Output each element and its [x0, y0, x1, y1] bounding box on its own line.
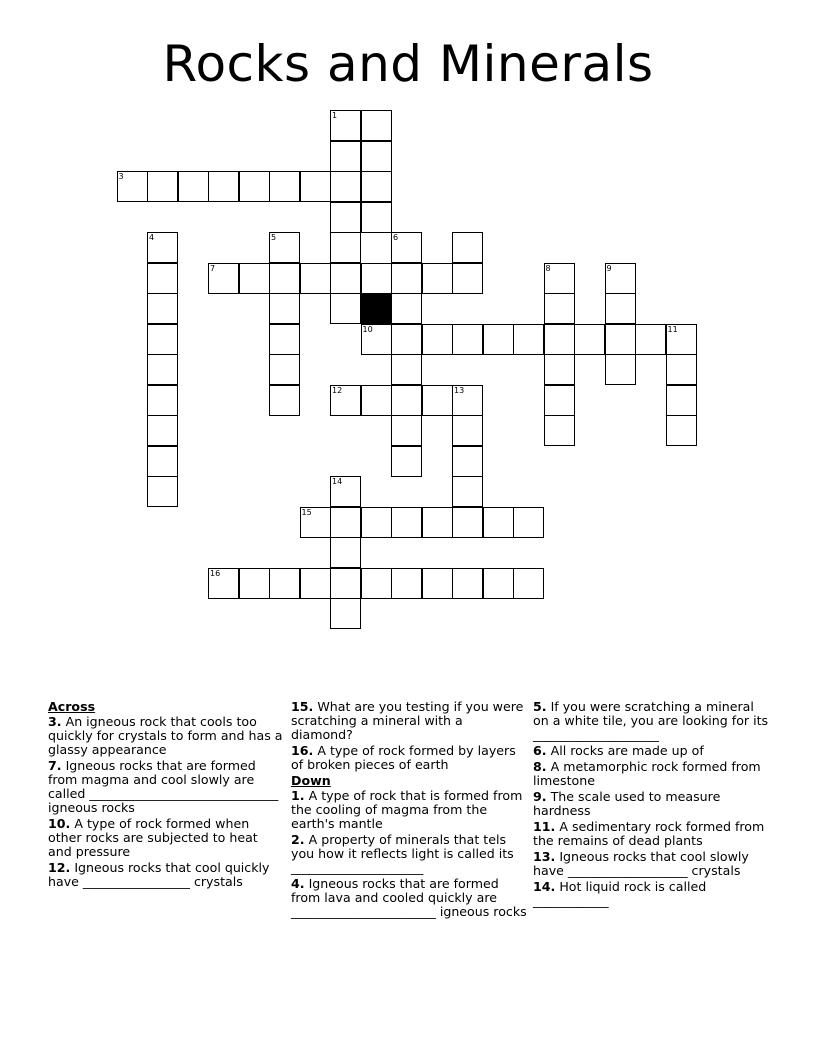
- clue-text: An igneous rock that cools too quickly for crystals to form and has a glassy appearance: [48, 714, 283, 757]
- cell-number: 11: [667, 324, 678, 334]
- down-heading: Down: [291, 773, 331, 788]
- grid-cell[interactable]: [178, 171, 209, 202]
- grid-cell[interactable]: [605, 293, 636, 324]
- clue-down-8: [533, 760, 769, 788]
- grid-cell[interactable]: [452, 385, 483, 416]
- grid-cell[interactable]: [330, 171, 361, 202]
- grid-cell[interactable]: [361, 141, 392, 172]
- clue-down-4: [291, 877, 527, 919]
- grid-cell[interactable]: [605, 263, 636, 294]
- cell-number: 16: [210, 568, 221, 578]
- grid-cell[interactable]: [391, 324, 422, 355]
- grid-cell[interactable]: [666, 324, 697, 355]
- grid-cell[interactable]: [330, 263, 361, 294]
- grid-cell[interactable]: [330, 385, 361, 416]
- grid-cell[interactable]: [422, 263, 453, 294]
- cell-number: 12: [332, 385, 343, 395]
- clue-across-16: [291, 744, 527, 772]
- clue-down-9: [533, 790, 769, 818]
- grid-cell[interactable]: [391, 415, 422, 446]
- grid-cell[interactable]: [117, 171, 148, 202]
- grid-cell[interactable]: [330, 202, 361, 233]
- grid-cell[interactable]: [361, 385, 392, 416]
- grid-cell[interactable]: [574, 324, 605, 355]
- clue-text: Igneous rocks that cool slowly have ___________________ crystals: [533, 849, 749, 878]
- grid-cell[interactable]: [422, 324, 453, 355]
- clue-number: 4.: [291, 876, 305, 891]
- grid-cell[interactable]: [147, 324, 178, 355]
- grid-cell[interactable]: [544, 415, 575, 446]
- grid-cell[interactable]: [422, 385, 453, 416]
- clue-number: 8.: [533, 759, 547, 774]
- clue-number: 5.: [533, 699, 547, 714]
- cell-number: 6: [393, 233, 399, 242]
- clue-down-14: [533, 880, 769, 908]
- grid-cell[interactable]: [330, 293, 361, 324]
- clue-text: A type of rock that is formed from the cooling of magma from the earth's mantle: [291, 788, 523, 831]
- grid-cell[interactable]: [452, 263, 483, 294]
- clue-down-13: [533, 850, 769, 878]
- cell-number: 14: [332, 477, 343, 486]
- grid-cell[interactable]: [330, 598, 361, 629]
- clue-number: 7.: [48, 758, 62, 773]
- cell-number: 10: [362, 324, 373, 334]
- grid-cell[interactable]: [361, 202, 392, 233]
- clues-column-2: [291, 700, 527, 921]
- cell-number: 13: [454, 385, 465, 395]
- clue-number: 13.: [533, 849, 556, 864]
- grid-cell[interactable]: [239, 263, 270, 294]
- clue-text: Hot liquid rock is called ____________: [533, 879, 707, 908]
- grid-cell[interactable]: [361, 110, 392, 141]
- grid-cell[interactable]: [391, 232, 422, 263]
- clue-number: 11.: [533, 819, 556, 834]
- grid-cell[interactable]: [330, 110, 361, 141]
- clue-number: 9.: [533, 789, 547, 804]
- grid-cell[interactable]: [300, 263, 331, 294]
- grid-cell[interactable]: [330, 476, 361, 507]
- grid-cell[interactable]: [208, 568, 239, 599]
- grid-cell[interactable]: [452, 415, 483, 446]
- grid-cell[interactable]: [635, 324, 666, 355]
- grid-cell[interactable]: [452, 232, 483, 263]
- grid-cell[interactable]: [330, 537, 361, 568]
- grid-cell[interactable]: [483, 507, 514, 538]
- grid-cell[interactable]: [666, 415, 697, 446]
- grid-cell[interactable]: [544, 293, 575, 324]
- grid-cell[interactable]: [269, 293, 300, 324]
- grid-cell[interactable]: [422, 568, 453, 599]
- grid-cell[interactable]: [483, 324, 514, 355]
- grid-cell[interactable]: [330, 568, 361, 599]
- clue-number: 16.: [291, 743, 314, 758]
- grid-cell[interactable]: [605, 354, 636, 385]
- grid-cell[interactable]: [513, 324, 544, 355]
- clue-text: All rocks are made up of: [550, 743, 704, 758]
- clues-column-3: [533, 700, 769, 910]
- grid-cell[interactable]: [239, 568, 270, 599]
- grid-cell[interactable]: [147, 293, 178, 324]
- grid-cell[interactable]: [391, 263, 422, 294]
- grid-cell[interactable]: [361, 171, 392, 202]
- grid-cell[interactable]: [452, 324, 483, 355]
- grid-cell[interactable]: [269, 324, 300, 355]
- clue-down-11: [533, 820, 769, 848]
- grid-cell[interactable]: [147, 446, 178, 477]
- clue-number: 6.: [533, 743, 547, 758]
- clue-across-15: [291, 700, 527, 742]
- grid-cell[interactable]: [147, 415, 178, 446]
- clue-number: 3.: [48, 714, 62, 729]
- clue-text: A metamorphic rock formed from limestone: [533, 759, 761, 788]
- cell-number: 3: [118, 172, 124, 181]
- clue-text: Igneous rocks that are formed from magma and cool slowly are called ______________________________ igneous rocks: [48, 758, 279, 815]
- grid-cell[interactable]: [391, 507, 422, 538]
- grid-cell[interactable]: [452, 568, 483, 599]
- cell-number: 4: [149, 233, 155, 242]
- grid-cell[interactable]: [513, 568, 544, 599]
- grid-cell[interactable]: [452, 507, 483, 538]
- clue-down-2: [291, 833, 527, 875]
- grid-cell[interactable]: [452, 446, 483, 477]
- grid-cell[interactable]: [330, 141, 361, 172]
- grid-cell[interactable]: [544, 385, 575, 416]
- grid-cell[interactable]: [361, 324, 392, 355]
- grid-cell[interactable]: [147, 354, 178, 385]
- grid-cell[interactable]: [239, 171, 270, 202]
- grid-cell[interactable]: [269, 385, 300, 416]
- clue-across-7: [48, 759, 284, 815]
- grid-cell[interactable]: [391, 293, 422, 324]
- clue-number: 15.: [291, 699, 314, 714]
- grid-cell[interactable]: [361, 263, 392, 294]
- grid-cell[interactable]: [147, 385, 178, 416]
- clue-number: 14.: [533, 879, 556, 894]
- grid-cell[interactable]: [452, 476, 483, 507]
- clue-text: If you were scratching a mineral on a white tile, you are looking for its ____________________: [533, 699, 769, 742]
- grid-cell[interactable]: [300, 171, 331, 202]
- clue-text: Igneous rocks that are formed from lava and cooled quickly are _______________________ igneous rocks: [291, 876, 527, 919]
- grid-cell[interactable]: [330, 507, 361, 538]
- clue-across-10: [48, 817, 284, 859]
- cell-number: 9: [606, 263, 612, 273]
- grid-cell[interactable]: [544, 263, 575, 294]
- grid-cell[interactable]: [361, 507, 392, 538]
- grid-cell[interactable]: [208, 263, 239, 294]
- clue-number: 1.: [291, 788, 305, 803]
- grid-cell[interactable]: [391, 385, 422, 416]
- clue-text: A sedimentary rock formed from the remains of dead plants: [533, 819, 765, 848]
- grid-cell[interactable]: [513, 507, 544, 538]
- grid-cell[interactable]: [147, 171, 178, 202]
- grid-cell[interactable]: [391, 568, 422, 599]
- grid-cell[interactable]: [666, 354, 697, 385]
- clue-text: What are you testing if you were scratching a mineral with a diamond?: [291, 699, 524, 742]
- cell-number: 15: [301, 507, 312, 517]
- clue-text: A type of rock formed by layers of broken pieces of earth: [291, 743, 516, 772]
- clues-column-1: [48, 700, 284, 891]
- grid-cell[interactable]: [147, 232, 178, 263]
- clue-number: 10.: [48, 816, 71, 831]
- clue-text: Igneous rocks that cool quickly have _________________ crystals: [48, 860, 270, 889]
- grid-cell[interactable]: [269, 171, 300, 202]
- grid-cell[interactable]: [269, 263, 300, 294]
- cell-number: 1: [332, 111, 338, 120]
- cell-number: 8: [545, 263, 551, 273]
- clue-across-12: [48, 861, 284, 889]
- clue-text: A property of minerals that tels you how it reflects light is called its _____________________: [291, 832, 514, 875]
- grid-cell[interactable]: [269, 568, 300, 599]
- across-heading: Across: [48, 699, 96, 714]
- grid-cell[interactable]: [269, 354, 300, 385]
- clue-number: 2.: [291, 832, 305, 847]
- grid-cell[interactable]: [269, 232, 300, 263]
- grid-cell[interactable]: [147, 263, 178, 294]
- cell-number: 5: [271, 233, 277, 242]
- clue-down-6: [533, 744, 769, 758]
- grid-cell[interactable]: [666, 385, 697, 416]
- grid-cell[interactable]: [330, 232, 361, 263]
- grid-cell[interactable]: [391, 446, 422, 477]
- cell-number: 7: [210, 263, 216, 273]
- clue-text: A type of rock formed when other rocks are subjected to heat and pressure: [48, 816, 258, 859]
- clue-text: The scale used to measure hardness: [533, 789, 721, 818]
- grid-cell[interactable]: [544, 354, 575, 385]
- grid-cell[interactable]: [300, 507, 331, 538]
- black-cell: [361, 293, 392, 324]
- grid-cell[interactable]: [147, 476, 178, 507]
- grid-cell[interactable]: [391, 354, 422, 385]
- clue-down-1: [291, 789, 527, 831]
- grid-cell[interactable]: [483, 568, 514, 599]
- clue-down-5: [533, 700, 769, 742]
- grid-cell[interactable]: [300, 568, 331, 599]
- clue-number: 12.: [48, 860, 71, 875]
- grid-cell[interactable]: [605, 324, 636, 355]
- page-title: Rocks and Minerals: [162, 35, 654, 93]
- grid-cell[interactable]: [361, 568, 392, 599]
- clue-across-3: [48, 715, 284, 757]
- grid-cell[interactable]: [208, 171, 239, 202]
- grid-cell[interactable]: [544, 324, 575, 355]
- grid-cell[interactable]: [422, 507, 453, 538]
